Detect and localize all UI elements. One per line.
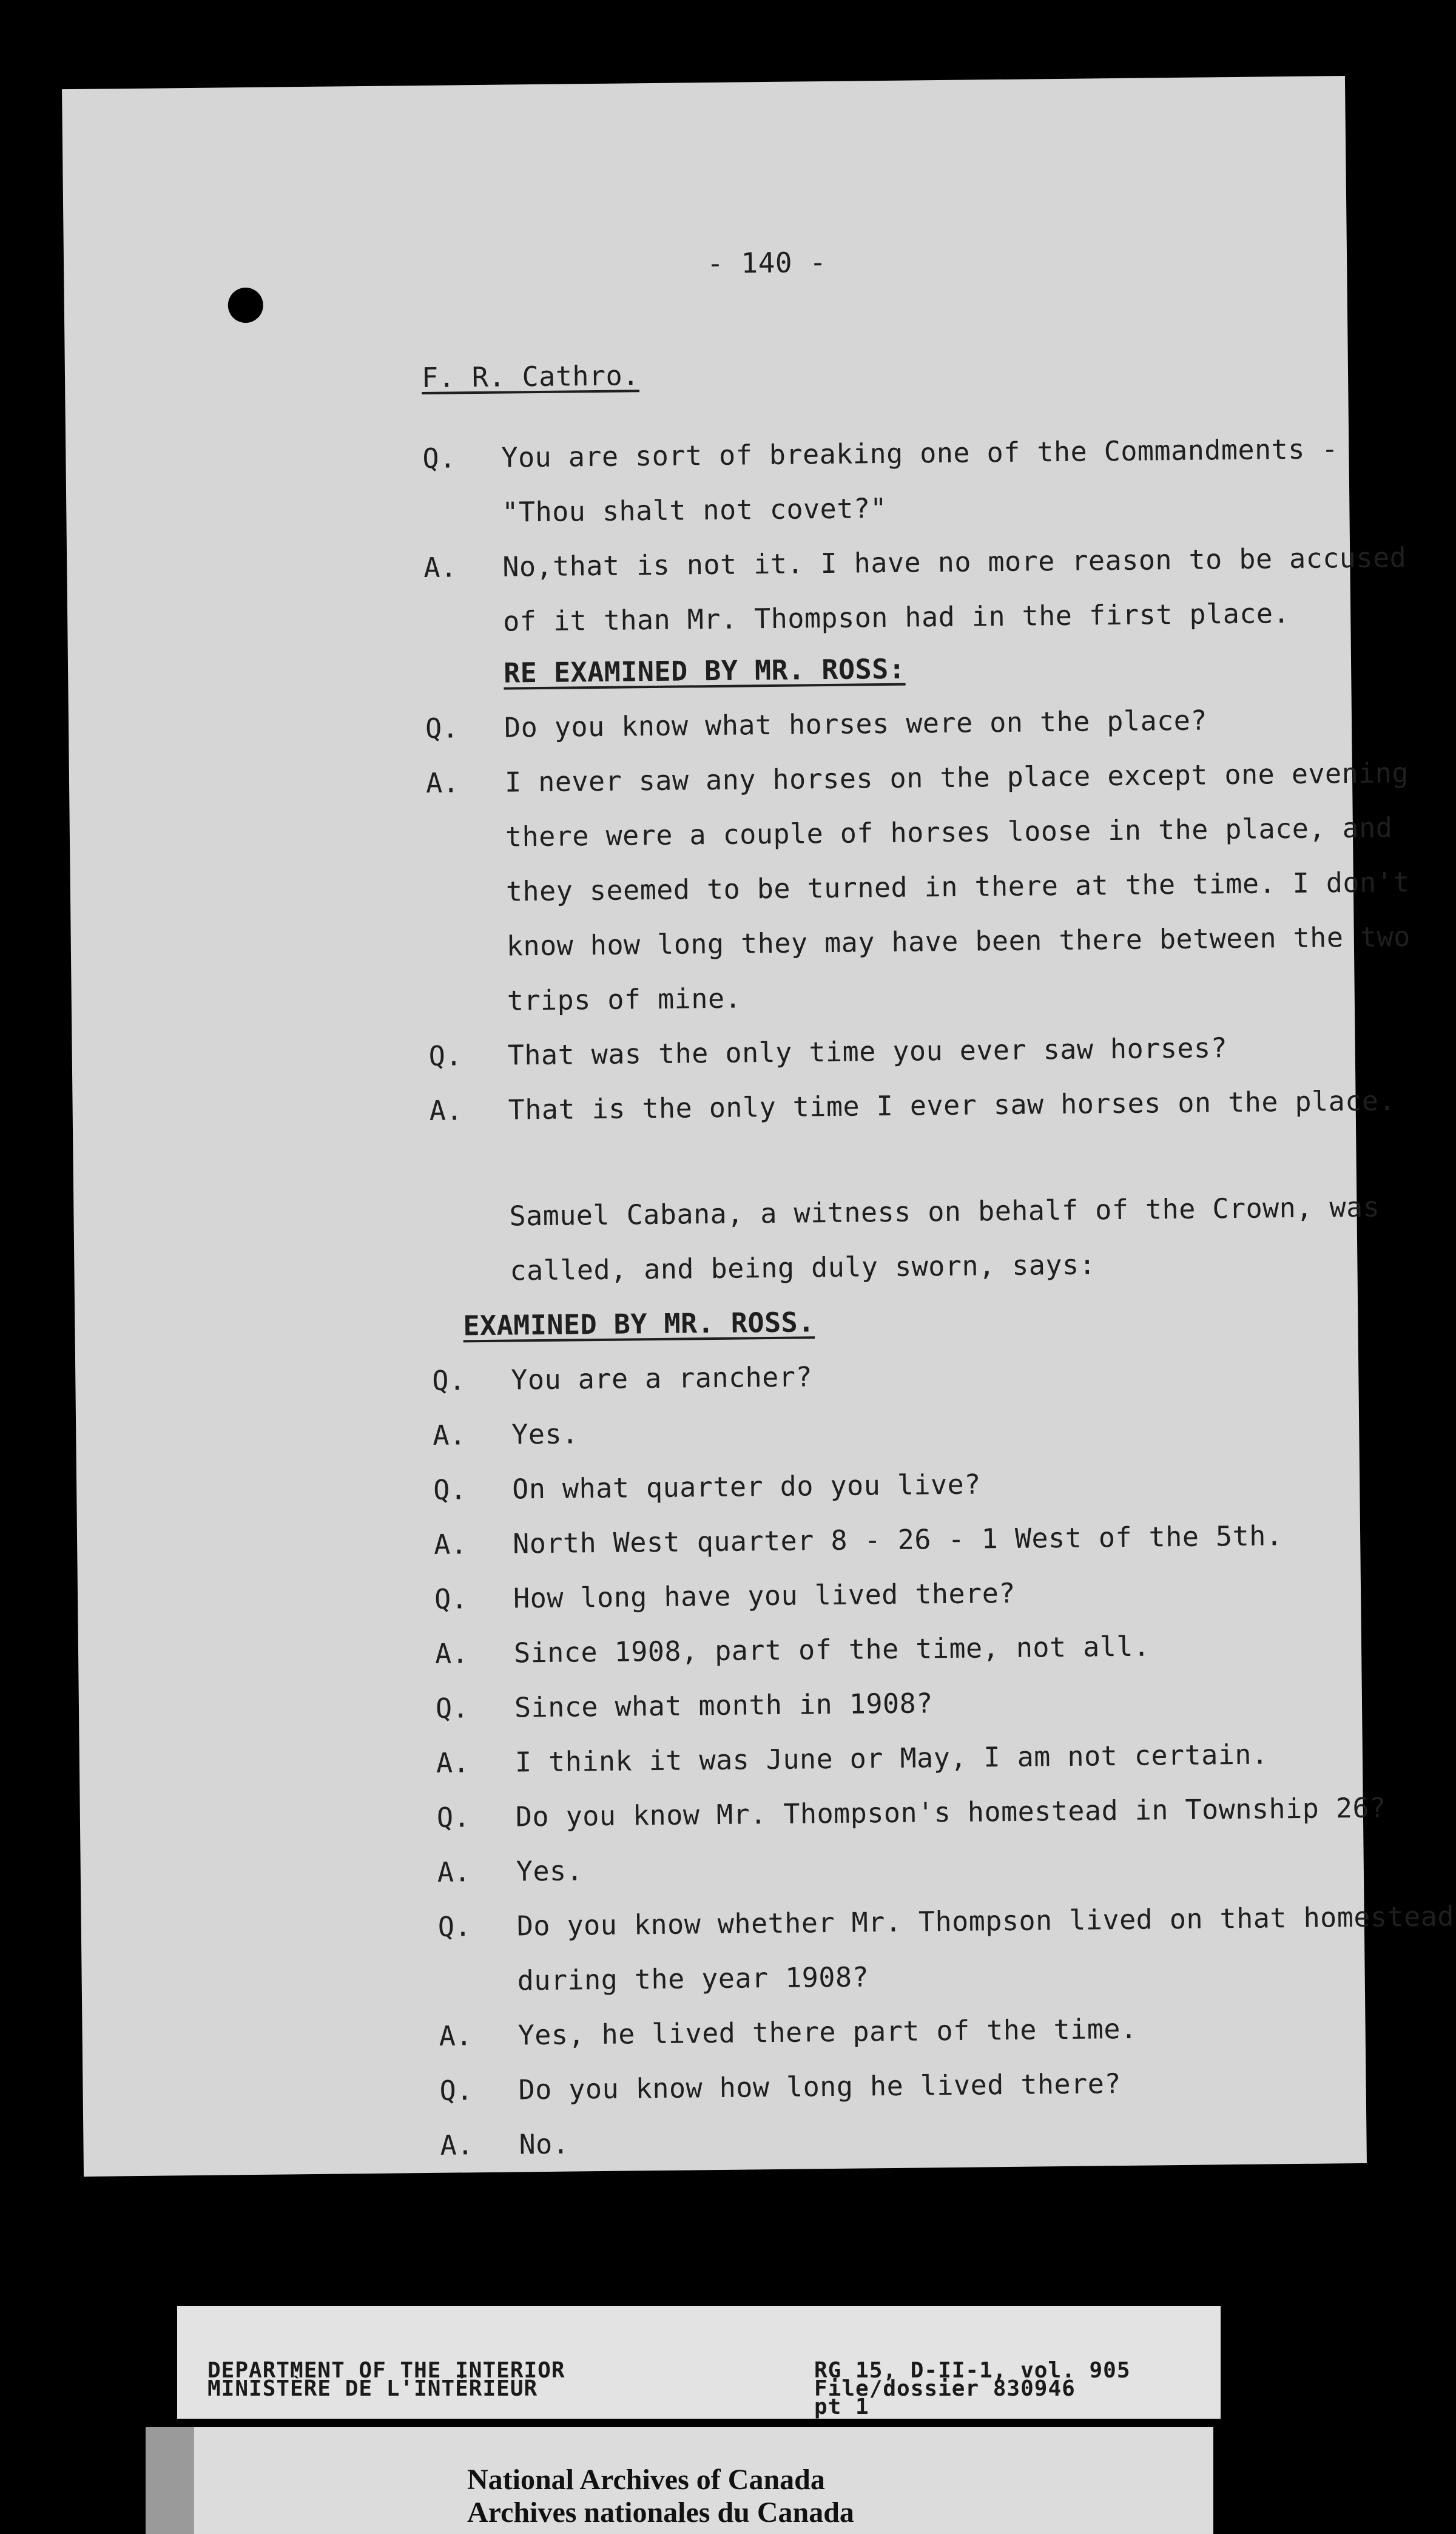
line-marker: A.: [434, 1637, 469, 1670]
line-text: "Thou shalt not covet?": [502, 492, 888, 529]
line-text: North West quarter 8 - 26 - 1 West of the 5th.: [512, 1519, 1283, 1560]
line-marker: [428, 928, 470, 929]
line-text: of it than Mr. Thompson had in the first place.: [502, 597, 1290, 638]
line-marker: A.: [440, 2129, 474, 2161]
file-number: File/dossier 830946: [814, 2376, 1076, 2401]
line-text: On what quarter do you live?: [511, 1468, 982, 1505]
line-text: during the year 1908?: [517, 1961, 869, 1997]
intro-line: Samuel Cabana, a witness on behalf of the Crown, was: [509, 1191, 1380, 1232]
line-text: there were a couple of horses loose in the place, and: [505, 811, 1393, 853]
line-marker: A.: [433, 1528, 468, 1561]
line-marker: A.: [436, 1746, 470, 1779]
line-text: No,that is not it. I have no more reason to be accused: [502, 541, 1407, 583]
archives-name-french: Archives nationales du Canada: [467, 2496, 854, 2529]
line-text: Yes, he lived there part of the time.: [517, 2012, 1138, 2052]
department-label: [207, 2358, 565, 2401]
line-text: Since what month in 1908?: [514, 1687, 934, 1724]
line-text: No.: [519, 2127, 570, 2161]
line-text: Do you know whether Mr. Thompson lived on that homestead: [516, 1900, 1455, 1942]
archives-credit-box: [146, 2427, 1213, 2534]
line-marker: Q.: [434, 1583, 468, 1615]
line-text: I think it was June or May, I am not certain.: [514, 1738, 1269, 1779]
line-marker: Q.: [439, 2074, 474, 2107]
line-marker: Q.: [425, 712, 459, 745]
line-text: they seemed to be turned in there at the time. I don't: [505, 865, 1410, 908]
line-text: know how long they may have been there between the two: [506, 920, 1411, 962]
punch-hole: [228, 288, 263, 323]
line-text: You are a rancher?: [511, 1360, 813, 1396]
line-marker: A.: [425, 766, 460, 799]
line-text: You are sort of breaking one of the Commandments -: [501, 433, 1339, 474]
line-marker: Q.: [422, 442, 456, 475]
line-marker: Q.: [437, 1910, 472, 1943]
department-english: DEPARTMENT OF THE INTERIOR: [207, 2358, 565, 2383]
file-reference: [814, 2358, 1131, 2419]
line-text: That was the only time you ever saw horses?: [507, 1032, 1228, 1072]
part-number: pt 1: [814, 2394, 869, 2419]
page-number: - 140 -: [706, 245, 827, 280]
line-text: Do you know what horses were on the place?: [504, 704, 1208, 744]
line-marker: A.: [433, 1419, 467, 1451]
line-text: I never saw any horses on the place except one evening: [504, 756, 1409, 799]
section-heading-re-examined: RE EXAMINED BY MR. ROSS:: [503, 652, 906, 689]
intro-line: called, and being duly sworn, says:: [510, 1248, 1096, 1287]
line-marker: [426, 819, 469, 820]
line-marker: [438, 1963, 480, 1964]
line-marker: Q.: [433, 1473, 467, 1506]
line-marker: A.: [429, 1094, 463, 1127]
archives-credit: [467, 2464, 854, 2529]
line-text: Do you know Mr. Thompson's homestead in Township 26?: [515, 1791, 1386, 1833]
line-text: Yes.: [511, 1417, 579, 1451]
record-group: RG 15, D-II-1, vol. 905: [814, 2358, 1131, 2383]
line-marker: A.: [439, 2019, 473, 2052]
section-heading-examined: EXAMINED BY MR. ROSS.: [463, 1306, 815, 1342]
archives-name-english: National Archives of Canada: [467, 2464, 825, 2496]
line-text: Do you know how long he lived there?: [518, 2067, 1122, 2106]
archives-box-edge: [146, 2427, 194, 2534]
line-text: Yes.: [516, 1854, 584, 1888]
line-text: trips of mine.: [507, 982, 742, 1017]
line-marker: [428, 983, 471, 984]
line-marker: Q.: [428, 1039, 463, 1072]
line-marker: Q.: [435, 1692, 470, 1725]
line-text: Since 1908, part of the time, not all.: [513, 1630, 1150, 1669]
line-marker: A.: [437, 1856, 471, 1888]
line-marker: Q.: [432, 1364, 466, 1397]
line-text: That is the only time I ever saw horses on the place.: [508, 1084, 1396, 1126]
archive-reference-label: [177, 2306, 1221, 2419]
document-page: [62, 76, 1455, 2177]
line-marker: A.: [423, 551, 457, 584]
line-text: How long have you lived there?: [513, 1576, 1016, 1615]
witness-header: F. R. Cathro.: [421, 359, 640, 394]
department-french: MINISTÈRE DE L'INTÉRIEUR: [207, 2376, 538, 2401]
line-marker: Q.: [436, 1801, 471, 1834]
